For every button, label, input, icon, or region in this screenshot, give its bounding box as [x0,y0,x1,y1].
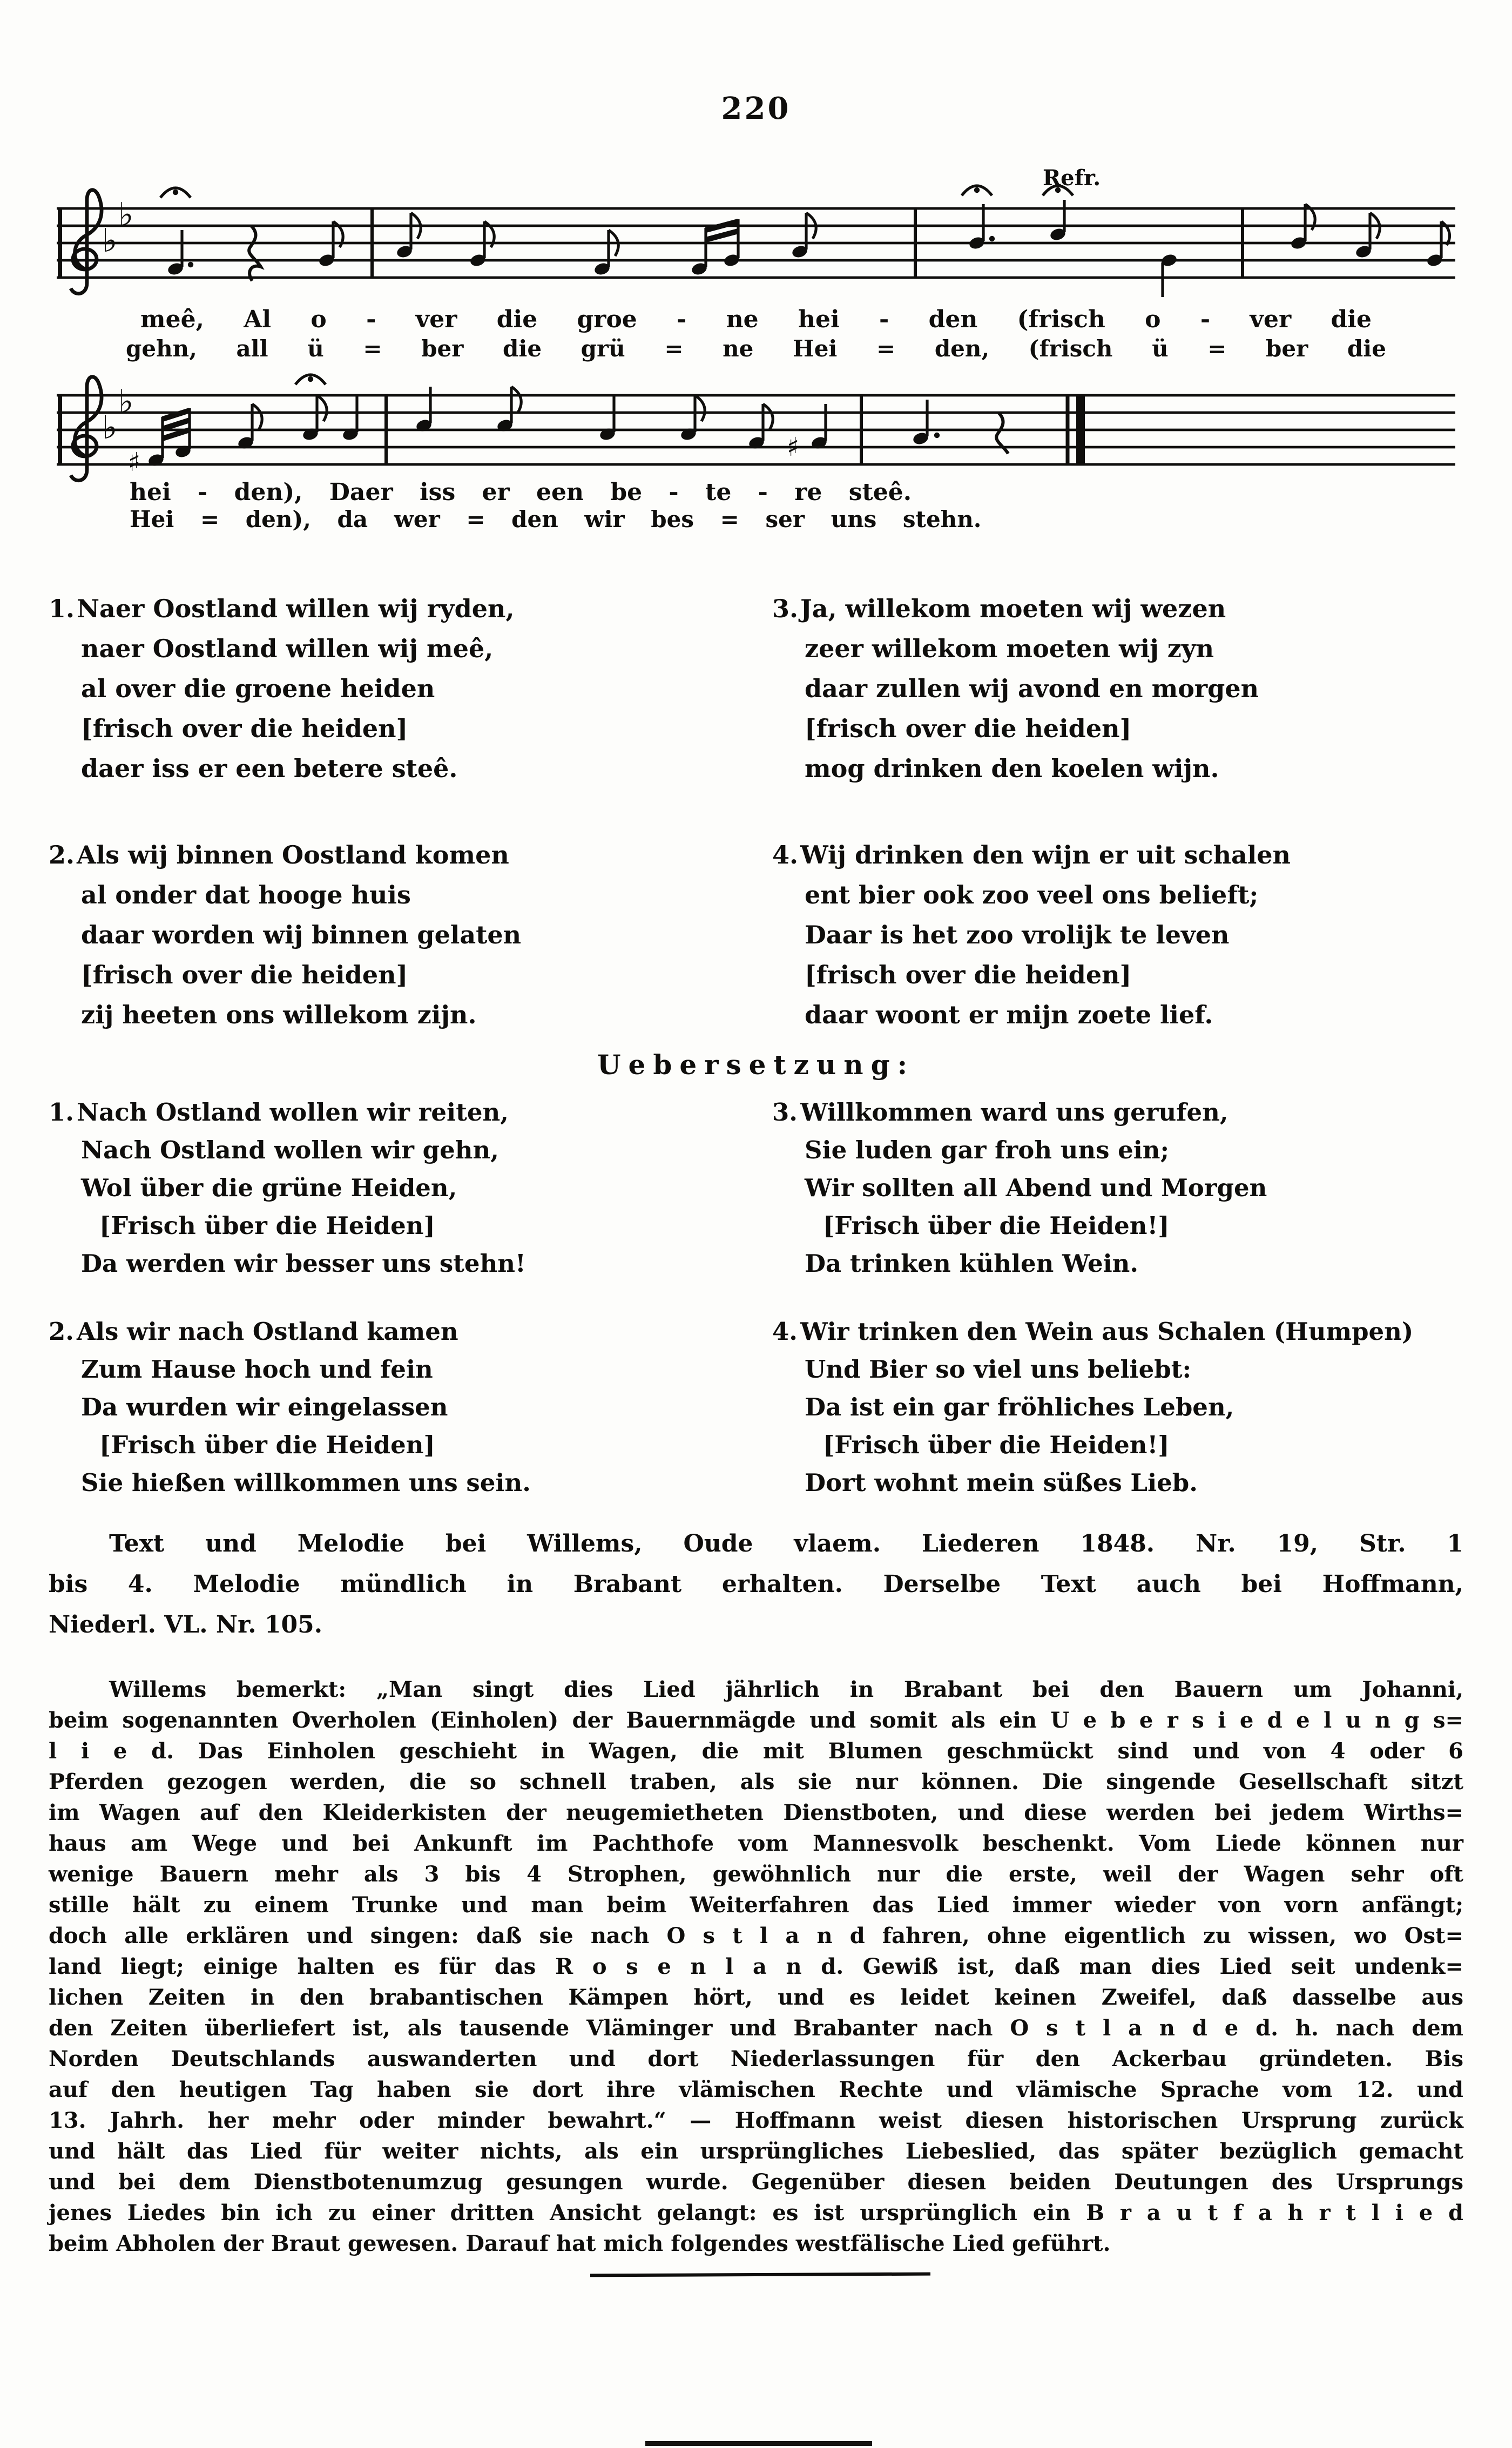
verse-line: Und Bier so viel uns beliebt: [805,1355,1192,1384]
page-number: 220 [721,91,791,126]
fermata-icon [160,186,1073,198]
verse-line: zij heeten ons willekom zijn. [81,1000,477,1029]
verse-line: Wir trinken den Wein aus Schalen (Humpen) [800,1317,1414,1346]
source-note-line: Niederl. VL. Nr. 105. [49,1611,323,1638]
lyrics-staff2-german: Hei = den), da wer = den wir bes = ser uns stehn. [130,506,982,532]
commentary-line: im Wagen auf den Kleiderkisten der neugemietheten Dienstboten, und diese werden bei jedem Wirths= [49,1800,1463,1825]
verse-line: Wir sollten all Abend und Morgen [805,1174,1267,1202]
section-divider-rule [590,2272,930,2277]
dutch-verses [49,589,1463,1035]
verse-line: Wij drinken den wijn er uit schalen [800,840,1291,869]
verse-line: Da wurden wir eingelassen [81,1393,448,1421]
svg-text:♭: ♭ [118,196,134,234]
verse-refrain-line: [frisch over die heiden] [805,714,1132,743]
verse-number: 3. [772,1098,798,1127]
verse-number: 2. [49,840,75,869]
staff-lines [57,208,1455,278]
verse-line: Da werden wir besser uns stehn! [81,1249,526,1278]
source-note-line: Text und Melodie bei Willems, Oude vlaem. Liederen 1848. Nr. 19, Str. 1 [109,1530,1463,1557]
commentary-line: stille hält zu einem Trunke und man beim Weiterfahren das Lied immer wieder von vorn anfängt; [49,1892,1463,1918]
verse-refrain-line: [Frisch über die Heiden!] [823,1431,1170,1459]
commentary-line: beim sogenannten Overholen (Einholen) der Bauernmägde und somit als ein U e b e r s i e d e l u n g s= [49,1708,1463,1733]
verse-line: daar zullen wij avond en morgen [805,674,1259,703]
svg-text:♭: ♭ [102,222,118,260]
verse-refrain-line: [Frisch über die Heiden!] [823,1211,1170,1240]
commentary-line: jenes Liedes bin ich zu einer dritten Ansicht gelangt: es ist ursprünglich ein B r a u t f a h r t l i e d [49,2200,1463,2226]
lyrics-staff2-dutch: hei - den), Daer iss er een be - te - re steê. [130,478,912,506]
verse [772,1094,1463,1283]
verse-line: zeer willekom moeten wij zyn [805,634,1214,663]
verse-line: Ja, willekom moeten wij wezen [800,594,1226,623]
verse-line: daer iss er een betere steê. [81,754,458,783]
refrain-label: Refr. [1042,165,1101,191]
commentary-line: l i e d. Das Einholen geschieht in Wagen, die mit Blumen geschmückt sind und von 4 oder 6 [49,1738,1463,1764]
commentary-line: wenige Bauern mehr als 3 bis 4 Strophen, gewöhnlich nur die erste, weil der Wagen sehr oft [49,1862,1463,1887]
verse-line: Zum Hause hoch und fein [81,1355,433,1384]
staff-system-1 [57,165,1455,306]
verse [49,1313,740,1502]
verse-line: Sie hießen willkommen uns sein. [81,1468,531,1497]
verse-line: Naer Oostland willen wij ryden, [77,594,515,623]
source-note [49,1523,1463,1645]
lyrics-staff1-dutch: meê, Al o - ver die groe - ne hei - den (frisch o - ver die [140,306,1372,333]
verse-number: 1. [49,1098,74,1127]
key-signature-flats [102,383,133,447]
verse-line: Nach Ostland wollen wir gehn, [81,1136,499,1164]
verse-refrain-line: [frisch over die heiden] [81,960,408,989]
verse-refrain-line: [frisch over die heiden] [805,960,1132,989]
music-staff-2 [57,363,1455,493]
staff-system-2 [57,363,1455,493]
verse-number: 3. [772,594,799,623]
verse-line: Sie luden gar froh uns ein; [805,1136,1170,1164]
verse-line: Daar is het zoo vrolijk te leven [805,920,1230,949]
verse-number: 1. [49,594,75,623]
lyrics-staff1-german: gehn, all ü = ber die grü = ne Hei = den, (frisch ü = ber die [126,335,1386,362]
verse-line: Da ist ein gar fröhliches Leben, [805,1393,1234,1421]
verse-line: Da trinken kühlen Wein. [805,1249,1139,1278]
commentary-line: haus am Wege und bei Ankunft im Pachthofe vom Mannesvolk beschenkt. Vom Liede können nur [49,1831,1463,1856]
commentary-line: den Zeiten überliefert ist, als tausende Vläminger und Brabanter nach O s t l a n d e d. h. nach dem [49,2015,1463,2041]
verse-refrain-line: [frisch over die heiden] [81,714,408,743]
verse-line: daar woont er mijn zoete lief. [805,1000,1213,1029]
verse-number: 4. [772,1317,798,1346]
verse [49,589,740,788]
verse [772,835,1463,1035]
verse-line: Dort wohnt mein süßes Lieb. [805,1468,1198,1497]
verse [49,1094,740,1283]
commentary-line: doch alle erklären und singen: daß sie nach O s t l a n d fahren, ohne eigentlich zu wissen, wo Ost= [49,1923,1463,1948]
verse-line: Nach Ostland wollen wir reiten, [77,1098,509,1127]
german-verses [49,1094,1463,1502]
verse-refrain-line: [Frisch über die Heiden] [99,1431,435,1459]
sharp-icon: ♯ [787,432,800,462]
commentary-line: Norden Deutschlands auswanderten und dort Niederlassungen für den Ackerbau gründeten. Bis [49,2046,1463,2072]
commentary-line: Willems bemerkt: „Man singt dies Lied jährlich in Brabant bei den Bauern um Johanni, [109,1677,1463,1702]
quarter-rest-icon [249,226,261,281]
verse-line: al onder dat hooge huis [81,880,411,909]
verse [49,835,740,1035]
commentary-line: und hält das Lied für weiter nichts, als ein ursprüngliches Liebeslied, das später bezüglich gemacht [49,2139,1463,2164]
commentary-paragraph [49,1674,1463,2259]
commentary-line: 13. Jahrh. her mehr oder minder bewahrt.“ — Hoffmann weist diesen historischen Ursprung zurück [49,2108,1463,2133]
commentary-line: beim Abholen der Braut gewesen. Darauf hat mich folgendes westfälische Lied geführt. [49,2231,1111,2256]
verse-number: 2. [49,1317,74,1346]
verse-line: al over die groene heiden [81,674,435,703]
key-signature-flats [102,196,133,260]
sharp-icon: ♯ [128,447,141,477]
source-note-line: bis 4. Melodie mündlich in Brabant erhalten. Derselbe Text auch bei Hoffmann, [49,1570,1463,1598]
verse-number: 4. [772,840,799,869]
verse-line: mog drinken den koelen wijn. [805,754,1219,783]
music-notation-section [49,165,1463,532]
fermata-icon [295,375,326,385]
verse-refrain-line: [Frisch über die Heiden] [99,1211,435,1240]
music-staff-1 [57,176,1455,306]
svg-text:♭: ♭ [102,409,118,447]
verse-line: Wol über die grüne Heiden, [81,1174,457,1202]
svg-text:♭: ♭ [118,383,134,421]
verse-line: ent bier ook zoo veel ons belieft; [805,880,1259,909]
verse-line: Als wij binnen Oostland komen [77,840,509,869]
commentary-line: auf den heutigen Tag haben sie dort ihre vlämischen Rechte und vlämische Sprache vom 12. und [49,2077,1463,2102]
commentary-line: lichen Zeiten in den brabantischen Kämpen hört, und es leidet keinen Zweifel, daß dasselbe aus [49,1985,1463,2010]
notes-staff-1 [167,200,1450,297]
verse [772,1313,1463,1502]
verse-line: Als wir nach Ostland kamen [77,1317,458,1346]
commentary-line: Pferden gezogen werden, die so schnell traben, als sie nur können. Die singende Gesellschaft sitzt [49,1769,1463,1795]
verse [772,589,1463,788]
commentary-line: land liegt; einige halten es für das R o s e n l a n d. Gewiß ist, daß man dies Lied seit undenk= [49,1954,1463,1979]
verse-line: Willkommen ward uns gerufen, [800,1098,1228,1127]
page-bottom-mark [645,2441,872,2446]
translation-heading: Uebersetzung: [597,1049,915,1081]
staff-lines [57,395,1455,464]
commentary-line: und bei dem Dienstbotenumzug gesungen wurde. Gegenüber diesen beiden Deutungen des Ursprungs [49,2169,1463,2195]
verse-line: daar worden wij binnen gelaten [81,920,522,949]
verse-line: naer Oostland willen wij meê, [81,634,494,663]
